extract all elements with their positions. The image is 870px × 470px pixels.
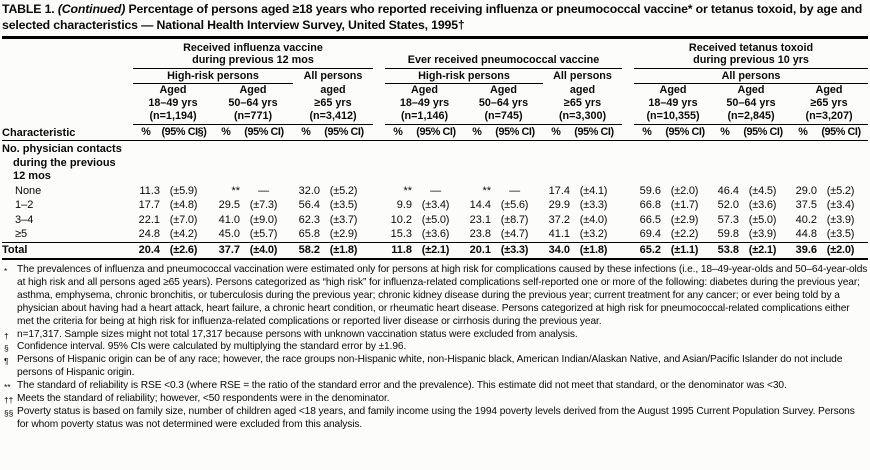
ci-value: (±5.7) xyxy=(249,228,278,240)
pct-value: 9.9 xyxy=(396,199,412,211)
data-cell xyxy=(464,198,543,213)
sample-size: (n=1,146) xyxy=(385,110,464,125)
column-spacer xyxy=(622,242,634,259)
ci-value: (±1.1) xyxy=(670,243,699,256)
footnote xyxy=(2,329,868,342)
pct-value: ** xyxy=(403,184,412,197)
pct-value: 20.1 xyxy=(469,243,491,256)
column-spacer xyxy=(622,227,634,242)
age-word: Aged xyxy=(239,83,267,96)
table-number: TABLE 1. xyxy=(2,2,55,16)
column-spacer xyxy=(373,213,385,228)
ci-value: (±2.1) xyxy=(421,243,450,256)
ci-value: (±4.5) xyxy=(748,184,777,197)
pct-value: 62.3 xyxy=(298,213,320,226)
age-word: Aged xyxy=(490,83,517,96)
pct-value: 29.0 xyxy=(795,184,818,197)
age-word: Aged xyxy=(159,83,187,96)
subgroup-allpersons-tetanus: All persons xyxy=(634,68,868,83)
total-row xyxy=(2,242,868,259)
table-row xyxy=(2,227,868,242)
data-cell xyxy=(543,213,622,228)
ci-value: (±4.8) xyxy=(169,199,198,211)
ci-value: (±5.2) xyxy=(329,184,358,197)
data-cell xyxy=(634,184,712,199)
stub-header xyxy=(2,141,868,184)
row-label: Total xyxy=(2,242,133,259)
ci-value: (±5.9) xyxy=(169,184,198,197)
pct-value: 65.2 xyxy=(639,243,662,256)
title-rule xyxy=(2,36,868,39)
column-spacer xyxy=(373,125,385,141)
data-cell xyxy=(133,198,213,213)
ci-header: (95% CI) xyxy=(821,126,861,138)
age-word: aged xyxy=(320,83,346,96)
column-spacer xyxy=(622,83,634,97)
ci-value: (±2.9) xyxy=(329,228,358,240)
data-cell xyxy=(712,184,790,199)
ci-value: (±4.7) xyxy=(500,228,529,240)
pct-value: 52.0 xyxy=(717,199,740,211)
data-cell xyxy=(790,184,868,199)
sample-size: (n=3,300) xyxy=(543,110,622,125)
pct-value: ** xyxy=(231,184,240,197)
age-range: 18–49 yrs xyxy=(399,96,450,109)
pct-header: % xyxy=(393,126,403,138)
subgroup-allpersons-pneumococcal: All persons xyxy=(553,70,612,82)
ci-value: (±5.2) xyxy=(826,184,855,197)
data-cell xyxy=(464,227,543,242)
data-cell xyxy=(712,198,790,213)
pct-header: % xyxy=(720,126,730,138)
column-spacer xyxy=(622,125,634,141)
ci-value: (±2.0) xyxy=(670,184,699,197)
age-range: 50–64 yrs xyxy=(726,96,776,109)
group-title-line: during previous 10 yrs xyxy=(693,54,809,66)
age-range: ≥65 yrs xyxy=(563,96,602,109)
data-cell xyxy=(133,184,213,199)
subgroup-allpersons-influenza: All persons xyxy=(303,70,363,82)
ci-value: (±3.7) xyxy=(329,213,358,226)
sample-size: (n=745) xyxy=(464,110,543,125)
pct-value: 41.0 xyxy=(218,213,240,226)
ci-header: (95% CI) xyxy=(244,126,284,138)
data-cell xyxy=(133,227,213,242)
characteristic-header: Characteristic xyxy=(2,40,133,141)
ci-value: (±1.8) xyxy=(329,243,358,256)
ci-value: (±1.8) xyxy=(579,243,608,256)
column-spacer xyxy=(622,40,634,69)
data-cell xyxy=(385,213,464,228)
data-cell xyxy=(133,213,213,228)
column-spacer xyxy=(373,97,385,110)
group-tetanus-title xyxy=(634,40,868,69)
pct-value: 29.5 xyxy=(218,199,240,211)
footnote-text: The prevalences of influenza and pneumococcal vaccination were estimated only for persons at high risk for complications caused by these infections (i.e., 18–49-year-olds and 50–64-year-olds at high risk and all persons aged ≥65 years). Persons categorized as “high risk” for influenza-related complications self-reported one or more of the following: diabetes during the previous year; asthma, emphysema, chronic bronchitis, or tuberculosis during the previous year; chronic kidney disease during the previous year; current treatment for any cancer; or ever being told by a physician about having had a heart attack, heart failure, a chronic heart condition, or rheumatic heart disease. Persons categorized at high risk for pneumococcal-related complications either met the criteria for being at high risk for influenza-related complications or reported liver disease or cirrhosis during the previous year. xyxy=(17,264,868,327)
pct-value: 58.2 xyxy=(298,243,320,256)
ci-column-header xyxy=(543,125,622,141)
data-cell xyxy=(790,227,868,242)
column-spacer xyxy=(373,40,385,69)
pct-value: 10.2 xyxy=(390,213,412,226)
ci-column-header xyxy=(634,125,712,141)
ci-column-header xyxy=(293,125,373,141)
pct-value: 14.4 xyxy=(469,199,491,211)
group-pneumococcal-title xyxy=(385,40,622,69)
ci-value: (±4.2) xyxy=(169,228,198,240)
ci-header: (95% CI) xyxy=(416,126,456,138)
ci-header: (95% CI) xyxy=(574,126,614,138)
column-spacer xyxy=(373,110,385,125)
data-cell xyxy=(790,198,868,213)
ci-column-header xyxy=(213,125,293,141)
continued-label: (Continued) xyxy=(57,2,126,16)
data-cell xyxy=(464,242,543,259)
data-cell xyxy=(634,213,712,228)
pct-value: 40.2 xyxy=(795,213,818,226)
data-cell xyxy=(634,227,712,242)
ci-value: (±5.0) xyxy=(421,213,450,226)
pct-value: 39.6 xyxy=(795,243,818,256)
column-spacer xyxy=(373,184,385,199)
data-cell xyxy=(712,213,790,228)
table-row xyxy=(2,213,868,228)
sample-size: (n=10,355) xyxy=(634,110,712,125)
ci-value: (±3.6) xyxy=(748,199,777,211)
column-spacer xyxy=(373,83,385,97)
footnote xyxy=(2,354,868,380)
ci-value: (±3.4) xyxy=(826,199,855,211)
ci-value: (±4.0) xyxy=(579,213,608,226)
age-range: 50–64 yrs xyxy=(478,96,529,109)
data-cell xyxy=(634,242,712,259)
footnote-mark: †† xyxy=(4,395,14,406)
ci-header: (95% CI) xyxy=(743,126,783,138)
footnote-text: Meets the standard of reliability; however, <50 respondents were in the denominator. xyxy=(17,393,390,405)
ci-value: (±3.3) xyxy=(579,199,608,211)
pct-value: 11.3 xyxy=(139,184,160,197)
ci-value: (±8.7) xyxy=(500,213,529,226)
pct-value: 44.8 xyxy=(795,228,818,240)
age-word: Aged xyxy=(815,83,843,96)
footnote-text: The standard of reliability is RSE <0.3 (where RSE = the ratio of the standard error and the prevalence). This estimate did not meet that standard, or the denominator was <30. xyxy=(17,380,787,392)
column-spacer xyxy=(622,184,634,199)
pct-value: 24.8 xyxy=(138,228,160,240)
pct-value: ** xyxy=(482,184,491,197)
data-cell xyxy=(385,227,464,242)
data-cell xyxy=(385,242,464,259)
ci-value: (±3.4) xyxy=(421,199,450,211)
pct-value: 37.5 xyxy=(795,199,818,211)
ci-value: (±2.2) xyxy=(670,228,699,240)
footnote xyxy=(2,341,868,354)
pct-value: 23.1 xyxy=(469,213,491,226)
pct-value: 59.6 xyxy=(639,184,662,197)
pct-value: 41.1 xyxy=(548,228,570,240)
age-word: aged xyxy=(569,83,596,96)
footnote-text: Confidence interval. 95% CIs were calculated by multiplying the standard error by ±1.96. xyxy=(17,341,407,353)
ci-value: (±3.5) xyxy=(826,228,855,240)
pct-value: 29.9 xyxy=(548,199,570,211)
age-range: ≥65 yrs xyxy=(314,96,352,109)
ci-column-header xyxy=(712,125,790,141)
age-range: 18–49 yrs xyxy=(648,96,698,109)
data-cell xyxy=(293,198,373,213)
table-title-text: Percentage of persons aged ≥18 years who reported receiving influenza or pneumococcal vaccine* or tetanus toxoid, by age and selected characteristics — National Health Interview Survey, United States, 1995† xyxy=(2,2,863,32)
table-row xyxy=(2,198,868,213)
data-cell xyxy=(213,184,293,199)
pct-header: % xyxy=(301,126,311,138)
pct-value: 23.8 xyxy=(469,228,491,240)
data-cell xyxy=(543,184,622,199)
ci-value: (±3.2) xyxy=(579,228,608,240)
data-cell xyxy=(634,198,712,213)
data-cell xyxy=(213,227,293,242)
footnote xyxy=(2,264,868,329)
data-cell xyxy=(213,198,293,213)
data-cell xyxy=(213,213,293,228)
data-cell xyxy=(712,227,790,242)
footnote-text: Poverty status is based on family size, number of children aged <18 years, and family income using the 1994 poverty levels derived from the August 1995 Current Population Survey. Persons for whom poverty status was not determined were excluded from this analysis. xyxy=(17,405,855,430)
ci-value: (±1.7) xyxy=(670,199,699,211)
ci-value: (±2.6) xyxy=(169,243,198,256)
ci-value: (±3.3) xyxy=(500,243,529,256)
data-cell xyxy=(293,242,373,259)
ci-value: (±7.0) xyxy=(169,213,198,226)
column-spacer xyxy=(622,198,634,213)
data-cell xyxy=(293,213,373,228)
data-cell xyxy=(543,227,622,242)
footnote-mark: † xyxy=(4,330,9,341)
age-word: Aged xyxy=(659,83,687,96)
ci-value: (±3.9) xyxy=(826,213,855,226)
subgroup-highrisk-pneumococcal: High-risk persons xyxy=(385,68,543,83)
data-cell xyxy=(385,198,464,213)
data-cell xyxy=(385,184,464,199)
column-spacer xyxy=(622,68,634,83)
pct-value: 37.2 xyxy=(548,213,570,226)
header-group-row xyxy=(2,40,868,69)
ci-value: (±4.1) xyxy=(579,184,608,197)
pct-value: 34.0 xyxy=(548,243,570,256)
data-cell xyxy=(293,227,373,242)
stub-line: 12 mos xyxy=(13,170,51,182)
footnote-mark: §§ xyxy=(4,407,14,418)
pct-value: 46.4 xyxy=(717,184,740,197)
ci-value: (±2.0) xyxy=(826,243,855,256)
ci-column-header xyxy=(385,125,464,141)
vaccination-table xyxy=(2,40,868,261)
ci-value: (±4.0) xyxy=(249,243,278,256)
ci-value: (±3.9) xyxy=(748,228,777,240)
column-spacer xyxy=(622,97,634,110)
row-label: None xyxy=(15,184,42,197)
column-spacer xyxy=(622,213,634,228)
pct-value: 69.4 xyxy=(639,228,662,240)
footnote-text: n=17,317. Sample sizes might not total 17,317 because persons with unknown vaccination status were excluded from analysis. xyxy=(17,328,578,340)
footnote xyxy=(2,380,868,393)
data-cell xyxy=(790,242,868,259)
ci-value: (±2.9) xyxy=(670,213,699,226)
ci-value: (±2.1) xyxy=(748,243,777,256)
group-title-line: Received influenza vaccine xyxy=(183,41,323,54)
data-cell xyxy=(213,242,293,259)
pct-value: 32.0 xyxy=(298,184,320,197)
group-title-line: during previous 12 mos xyxy=(192,54,314,66)
data-cell xyxy=(543,198,622,213)
ci-value: (±5.0) xyxy=(748,213,777,226)
footnote-mark: ** xyxy=(4,382,11,393)
pct-header: % xyxy=(642,126,652,138)
pct-value: 56.4 xyxy=(298,199,320,211)
ci-value: (±3.5) xyxy=(329,199,358,211)
sample-size: (n=771) xyxy=(213,110,293,125)
row-label: 1–2 xyxy=(15,199,34,211)
column-spacer xyxy=(373,68,385,83)
column-spacer xyxy=(373,198,385,213)
data-cell xyxy=(133,242,213,259)
sample-size: (n=2,845) xyxy=(712,110,790,125)
ci-header: (95% CI§) xyxy=(161,126,207,138)
ci-column-header xyxy=(133,125,213,141)
age-word: Aged xyxy=(411,83,438,96)
ci-value: (±5.6) xyxy=(500,199,529,211)
ci-value: (±9.0) xyxy=(249,213,278,226)
age-word: Aged xyxy=(737,83,765,96)
pct-value: 45.0 xyxy=(218,228,240,240)
pct-header: % xyxy=(551,126,561,138)
row-label: ≥5 xyxy=(15,228,28,240)
group-title-line: Received tetanus toxoid xyxy=(688,41,814,54)
pct-value: 65.8 xyxy=(298,228,320,240)
table-title xyxy=(2,2,868,33)
pct-value: 57.3 xyxy=(717,213,740,226)
footnote-mark: § xyxy=(4,343,9,354)
subgroup-highrisk-influenza: High-risk persons xyxy=(133,68,293,83)
ci-value: (±3.6) xyxy=(421,228,450,240)
pct-value: 53.8 xyxy=(717,243,740,256)
ci-column-header xyxy=(790,125,868,141)
ci-value: — xyxy=(430,184,441,197)
age-range: ≥65 yrs xyxy=(810,96,848,109)
ci-header: (95% CI) xyxy=(665,126,705,138)
ci-header: (95% CI) xyxy=(324,126,364,138)
stub-line: during the previous xyxy=(13,156,116,169)
pct-header: % xyxy=(141,126,151,138)
pct-value: 59.8 xyxy=(717,228,740,240)
pct-value: 20.4 xyxy=(138,243,160,256)
footnotes xyxy=(2,264,868,432)
ci-value: (±7.3) xyxy=(249,199,278,211)
age-range: 50–64 yrs xyxy=(228,96,278,109)
data-cell xyxy=(712,242,790,259)
column-spacer xyxy=(373,242,385,259)
ci-value: — xyxy=(509,184,520,197)
pct-value: 37.7 xyxy=(218,243,240,256)
data-cell xyxy=(790,213,868,228)
data-cell xyxy=(543,242,622,259)
sample-size: (n=3,412) xyxy=(293,110,373,125)
ci-header: (95% CI) xyxy=(495,126,535,138)
pct-value: 15.3 xyxy=(390,228,412,240)
row-label: 3–4 xyxy=(15,213,34,226)
pct-value: 11.8 xyxy=(391,243,412,256)
group-title-line: Ever received pneumococcal vaccine xyxy=(407,54,600,66)
pct-value: 17.4 xyxy=(548,184,570,197)
footnote xyxy=(2,406,868,432)
pct-value: 66.5 xyxy=(639,213,662,226)
pct-value: 22.1 xyxy=(138,213,160,226)
group-influenza-title xyxy=(133,40,373,69)
footnote xyxy=(2,393,868,406)
footnote-mark: ¶ xyxy=(4,356,9,367)
ci-column-header xyxy=(464,125,543,141)
column-spacer xyxy=(373,227,385,242)
pct-header: % xyxy=(221,126,231,138)
footnote-text: Persons of Hispanic origin can be of any race; however, the race groups non-Hispanic white, non-Hispanic black, American Indian/Alaskan Native, and Asian/Pacific Islander do not include persons of Hispanic origin. xyxy=(17,354,843,379)
stub-line: No. physician contacts xyxy=(2,143,122,155)
stub-header-row xyxy=(2,141,868,184)
pct-value: 17.7 xyxy=(138,199,160,211)
table-row xyxy=(2,184,868,199)
data-cell xyxy=(464,213,543,228)
pct-value: 66.8 xyxy=(639,199,662,211)
ci-value: — xyxy=(258,184,269,197)
pct-header: % xyxy=(472,126,482,138)
sample-size: (n=1,194) xyxy=(133,110,213,125)
sample-size: (n=3,207) xyxy=(790,110,868,125)
pct-header: % xyxy=(798,126,808,138)
footnote-mark: * xyxy=(4,266,8,276)
age-range: 18–49 yrs xyxy=(148,96,198,109)
data-cell xyxy=(293,184,373,199)
data-cell xyxy=(464,184,543,199)
column-spacer xyxy=(622,110,634,125)
